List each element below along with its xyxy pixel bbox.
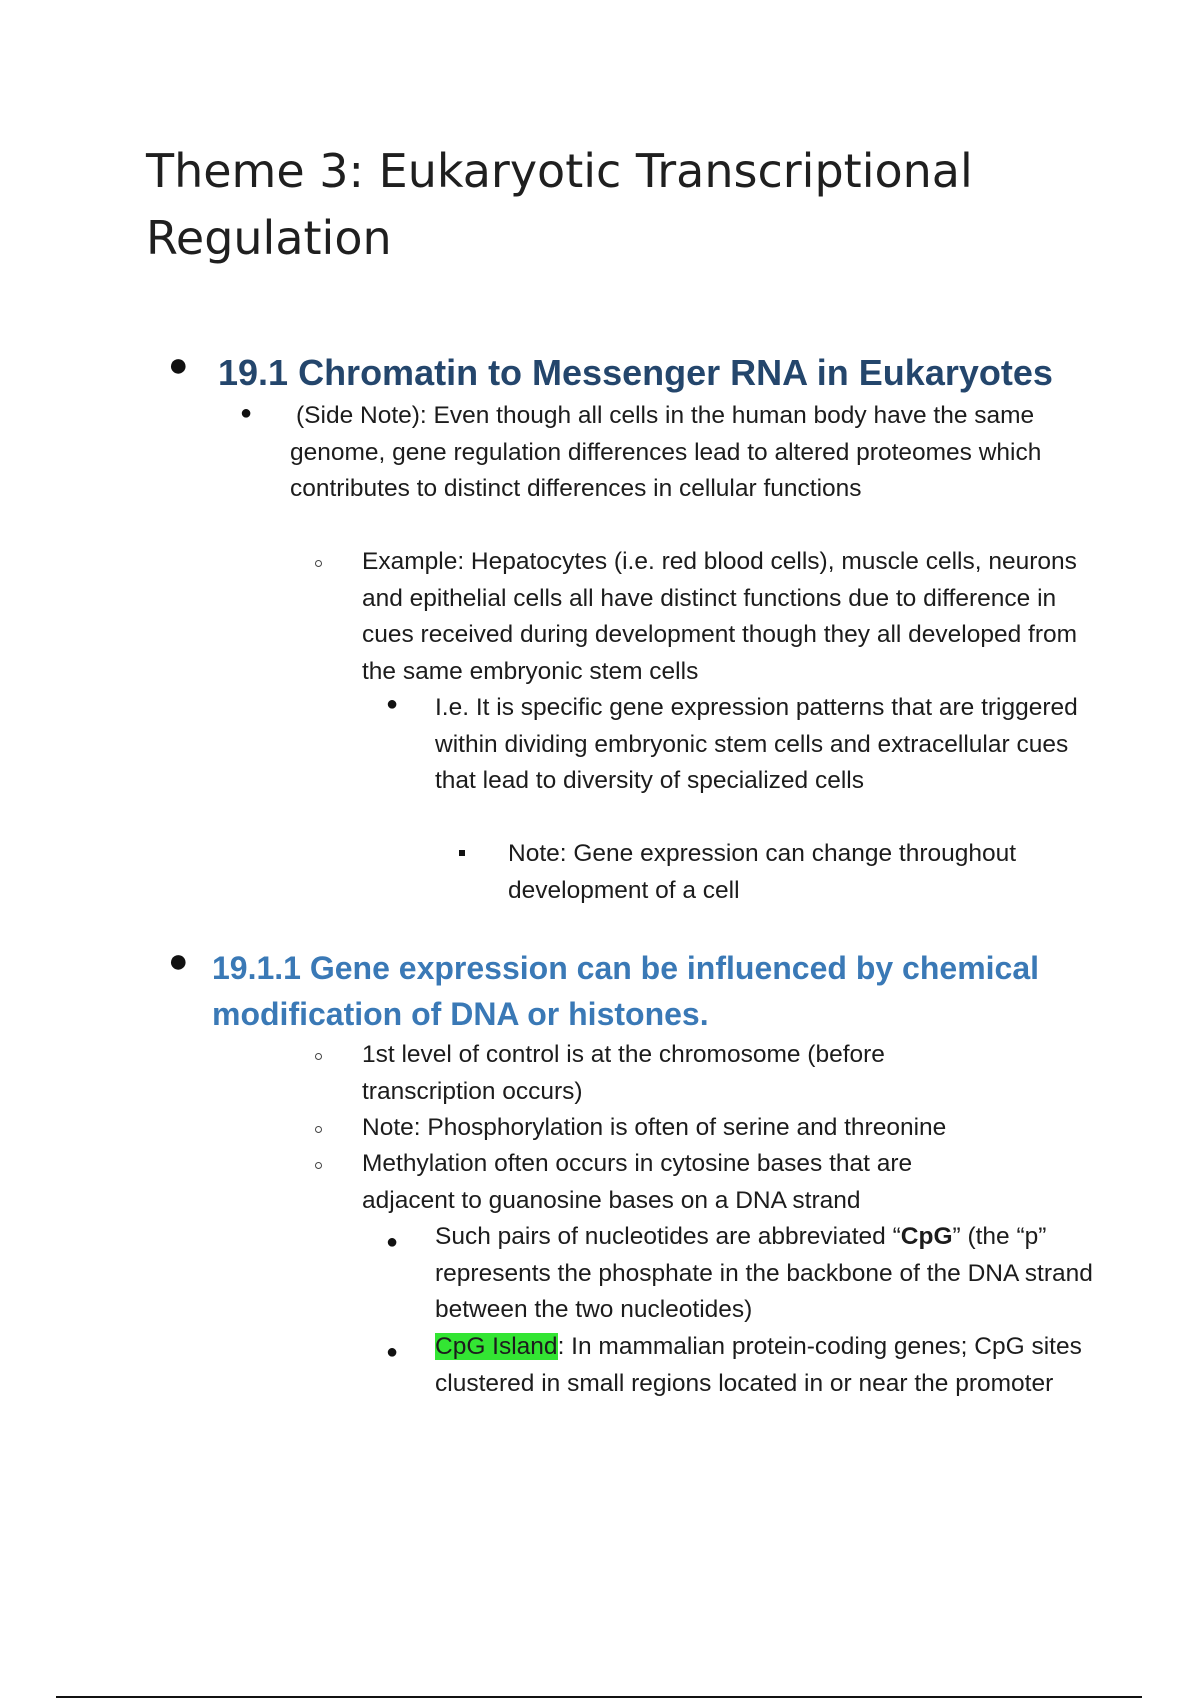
page-title: Theme 3: Eukaryotic Transcriptional Regulation xyxy=(146,144,973,265)
cpg-abbreviation: CpG xyxy=(900,1223,953,1250)
phosphorylation-text: Note: Phosphorylation is often of serine and threonine xyxy=(362,1114,947,1141)
cpg-island-definition xyxy=(435,1329,1105,1402)
cpg-text-start: Such pairs of nucleotides are abbreviated “ xyxy=(435,1223,901,1250)
ie-text: I.e. It is specific gene expression patterns that are triggered within dividing embryonic stem cells and extracellular cues that lead to diversity of specialized cells xyxy=(435,694,1078,794)
cpg-text-end: ” (the “p” represents the phosphate in the backbone of the DNA strand between the two nucleotides) xyxy=(435,1223,1093,1323)
section-heading-19-1-1: 19.1.1 Gene expression can be influenced by chemical modification of DNA or histones. xyxy=(212,950,1040,1032)
circle-bullet xyxy=(315,1162,322,1169)
control-level-text: 1st level of control is at the chromosome (before transcription occurs) xyxy=(362,1041,885,1105)
note-text: Note: Gene expression can change throughout development of a cell xyxy=(508,840,1017,904)
bottom-rule xyxy=(56,1696,1142,1698)
example-text: Example: Hepatocytes (i.e. red blood cells), muscle cells, neurons and epithelial cells all have distinct functions due to difference in cues received during development though they all developed from the same embryonic stem cells xyxy=(362,548,1078,685)
methylation-text: Methylation often occurs in cytosine bases that are adjacent to guanosine bases on a DNA strand xyxy=(362,1150,913,1214)
circle-bullet xyxy=(315,1126,322,1133)
side-note-text: (Side Note): Even though all cells in the human body have the same genome, gene regulation differences lead to altered proteomes which contributes to distinct differences in cellular functions xyxy=(290,402,1042,502)
bullet: ● xyxy=(386,1341,399,1363)
circle-bullet xyxy=(315,1053,322,1060)
square-bullet xyxy=(459,850,465,856)
bullet: ● xyxy=(386,1231,399,1253)
section-heading-19-1: 19.1 Chromatin to Messenger RNA in Eukaryotes xyxy=(218,352,1053,393)
bullet: ● xyxy=(240,402,253,424)
bullet: ● xyxy=(386,693,399,715)
circle-bullet xyxy=(315,560,322,567)
cpg-island-highlight: CpG Island xyxy=(435,1333,558,1360)
heading-bullet: ● xyxy=(168,346,189,384)
cpg-definition xyxy=(435,1219,1105,1329)
cpg-island-text: : In mammalian protein-coding genes; CpG sites clustered in small regions located in or near the promoter xyxy=(435,1333,1082,1397)
heading-bullet: ● xyxy=(168,942,189,980)
